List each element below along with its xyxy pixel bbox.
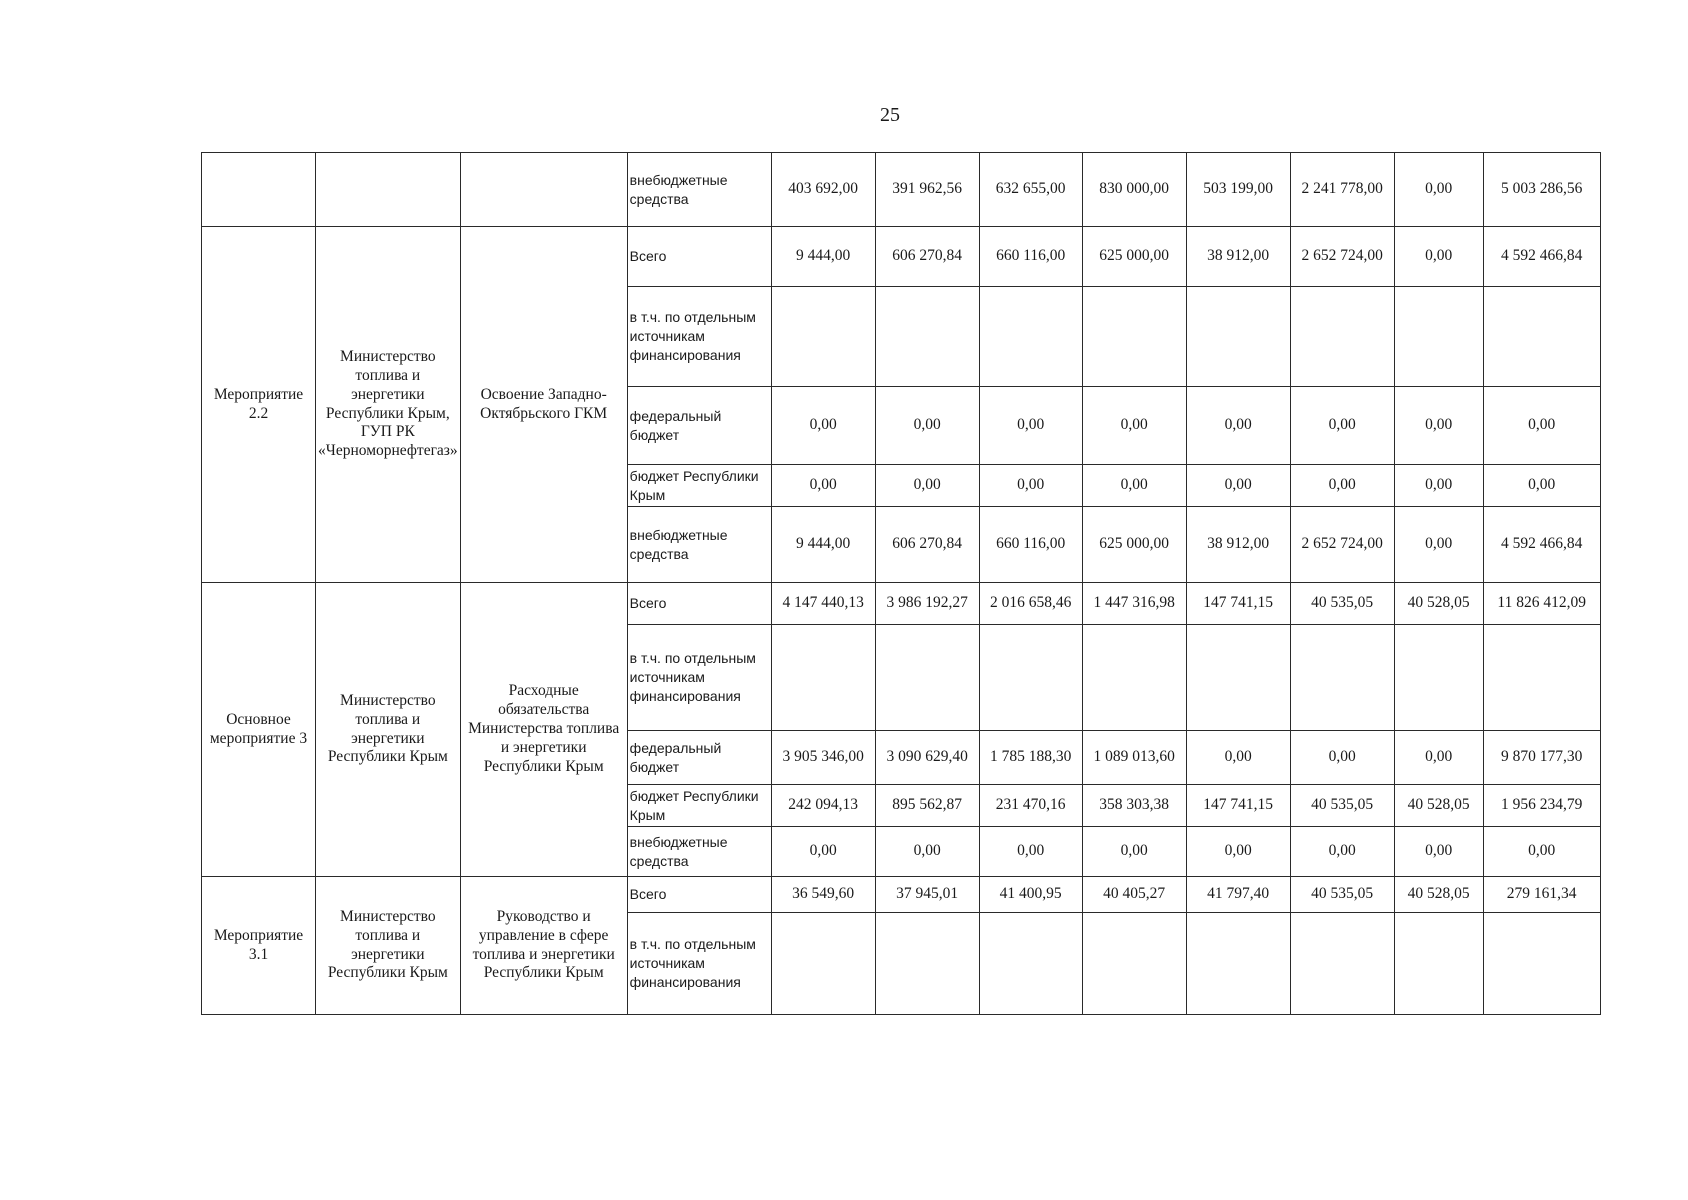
measure-name-cell: Освоение Западно-Октябрьского ГКМ [460,227,627,583]
year-value-cell: 606 270,84 [875,227,979,287]
total-value-cell: 4 592 466,84 [1483,507,1600,583]
year-value-cell: 391 962,56 [875,153,979,227]
funding-source-cell: внебюджетные средства [627,507,771,583]
year-value-cell [1186,287,1290,387]
year-value-cell [1186,625,1290,731]
year-value-cell [1290,913,1394,1015]
year-value-cell [1082,287,1186,387]
year-value-cell [979,625,1082,731]
year-value-cell [1290,287,1394,387]
year-value-cell: 9 444,00 [771,507,875,583]
funding-source-cell: федеральный бюджет [627,731,771,785]
year-value-cell: 1 785 188,30 [979,731,1082,785]
funding-source-cell: внебюджетные средства [627,153,771,227]
year-value-cell: 40 535,05 [1290,583,1394,625]
year-value-cell: 231 470,16 [979,785,1082,827]
year-value-cell [1290,625,1394,731]
year-value-cell: 0,00 [1186,731,1290,785]
year-value-cell: 660 116,00 [979,227,1082,287]
measure-name-cell: Руководство и управление в сфере топлива и энергетики Республики Крым [460,877,627,1015]
year-value-cell [979,287,1082,387]
year-value-cell: 0,00 [1082,387,1186,465]
funding-source-cell: в т.ч. по отдельным источникам финансирования [627,625,771,731]
year-value-cell: 40 535,05 [1290,877,1394,913]
year-value-cell: 0,00 [1394,731,1483,785]
year-value-cell: 1 089 013,60 [1082,731,1186,785]
total-value-cell: 9 870 177,30 [1483,731,1600,785]
year-value-cell [771,625,875,731]
year-value-cell [875,625,979,731]
total-value-cell [1483,287,1600,387]
year-value-cell: 9 444,00 [771,227,875,287]
year-value-cell: 40 528,05 [1394,583,1483,625]
year-value-cell: 0,00 [1186,827,1290,877]
year-value-cell: 0,00 [1394,227,1483,287]
year-value-cell: 40 535,05 [1290,785,1394,827]
year-value-cell: 40 528,05 [1394,785,1483,827]
funding-source-cell: бюджет Республики Крым [627,465,771,507]
funding-source-cell: в т.ч. по отдельным источникам финансирования [627,287,771,387]
event-cell: Основное мероприятие 3 [202,583,316,877]
year-value-cell: 41 400,95 [979,877,1082,913]
year-value-cell: 830 000,00 [1082,153,1186,227]
year-value-cell: 37 945,01 [875,877,979,913]
funding-source-cell: Всего [627,583,771,625]
total-value-cell [1483,913,1600,1015]
budget-table [201,152,1601,1015]
executor-cell [316,153,461,227]
table-row [202,877,1601,913]
year-value-cell: 3 090 629,40 [875,731,979,785]
year-value-cell: 40 405,27 [1082,877,1186,913]
year-value-cell: 3 986 192,27 [875,583,979,625]
total-value-cell: 11 826 412,09 [1483,583,1600,625]
year-value-cell: 147 741,15 [1186,583,1290,625]
total-value-cell: 0,00 [1483,387,1600,465]
year-value-cell: 660 116,00 [979,507,1082,583]
year-value-cell: 0,00 [1394,827,1483,877]
year-value-cell [875,913,979,1015]
year-value-cell [771,287,875,387]
year-value-cell: 0,00 [875,465,979,507]
event-cell: Мероприятие 3.1 [202,877,316,1015]
year-value-cell [771,913,875,1015]
year-value-cell: 503 199,00 [1186,153,1290,227]
year-value-cell: 0,00 [1186,465,1290,507]
year-value-cell: 625 000,00 [1082,227,1186,287]
year-value-cell [1394,913,1483,1015]
year-value-cell: 242 094,13 [771,785,875,827]
year-value-cell: 0,00 [979,827,1082,877]
year-value-cell: 0,00 [1082,465,1186,507]
year-value-cell [1186,913,1290,1015]
year-value-cell: 0,00 [1394,507,1483,583]
year-value-cell [1082,625,1186,731]
year-value-cell: 403 692,00 [771,153,875,227]
year-value-cell: 38 912,00 [1186,227,1290,287]
measure-name-cell: Расходные обязательства Министерства топлива и энергетики Республики Крым [460,583,627,877]
year-value-cell: 2 652 724,00 [1290,227,1394,287]
executor-cell: Министерство топлива и энергетики Республики Крым [316,583,461,877]
page-number: 25 [880,104,900,126]
executor-cell: Министерство топлива и энергетики Республики Крым [316,877,461,1015]
table-row [202,227,1601,287]
executor-cell: Министерство топлива и энергетики Республики Крым, ГУП РК «Черноморнефтегаз» [316,227,461,583]
year-value-cell: 4 147 440,13 [771,583,875,625]
year-value-cell: 2 241 778,00 [1290,153,1394,227]
year-value-cell: 38 912,00 [1186,507,1290,583]
year-value-cell: 2 652 724,00 [1290,507,1394,583]
year-value-cell: 0,00 [1290,731,1394,785]
year-value-cell: 358 303,38 [1082,785,1186,827]
year-value-cell: 0,00 [875,387,979,465]
year-value-cell: 0,00 [1394,465,1483,507]
year-value-cell: 632 655,00 [979,153,1082,227]
total-value-cell: 279 161,34 [1483,877,1600,913]
total-value-cell: 0,00 [1483,827,1600,877]
year-value-cell: 0,00 [771,387,875,465]
total-value-cell: 0,00 [1483,465,1600,507]
funding-source-cell: Всего [627,877,771,913]
funding-source-cell: федеральный бюджет [627,387,771,465]
year-value-cell: 0,00 [1290,827,1394,877]
year-value-cell: 0,00 [1186,387,1290,465]
year-value-cell [1082,913,1186,1015]
year-value-cell [1394,287,1483,387]
year-value-cell [875,287,979,387]
funding-source-cell: в т.ч. по отдельным источникам финансирования [627,913,771,1015]
year-value-cell: 36 549,60 [771,877,875,913]
total-value-cell: 5 003 286,56 [1483,153,1600,227]
measure-name-cell [460,153,627,227]
funding-source-cell: внебюджетные средства [627,827,771,877]
year-value-cell: 0,00 [1394,387,1483,465]
year-value-cell: 0,00 [875,827,979,877]
year-value-cell: 41 797,40 [1186,877,1290,913]
year-value-cell: 40 528,05 [1394,877,1483,913]
year-value-cell: 606 270,84 [875,507,979,583]
total-value-cell: 4 592 466,84 [1483,227,1600,287]
event-cell: Мероприятие 2.2 [202,227,316,583]
year-value-cell: 895 562,87 [875,785,979,827]
funding-source-cell: Всего [627,227,771,287]
event-cell [202,153,316,227]
year-value-cell [1394,625,1483,731]
year-value-cell: 0,00 [771,827,875,877]
year-value-cell: 0,00 [979,465,1082,507]
year-value-cell: 3 905 346,00 [771,731,875,785]
year-value-cell: 0,00 [1082,827,1186,877]
total-value-cell: 1 956 234,79 [1483,785,1600,827]
year-value-cell: 0,00 [1290,387,1394,465]
year-value-cell: 2 016 658,46 [979,583,1082,625]
funding-source-cell: бюджет Республики Крым [627,785,771,827]
year-value-cell: 0,00 [1290,465,1394,507]
year-value-cell [979,913,1082,1015]
year-value-cell: 147 741,15 [1186,785,1290,827]
total-value-cell [1483,625,1600,731]
table-row [202,153,1601,227]
table-row [202,583,1601,625]
year-value-cell: 0,00 [771,465,875,507]
year-value-cell: 625 000,00 [1082,507,1186,583]
year-value-cell: 0,00 [1394,153,1483,227]
year-value-cell: 0,00 [979,387,1082,465]
year-value-cell: 1 447 316,98 [1082,583,1186,625]
